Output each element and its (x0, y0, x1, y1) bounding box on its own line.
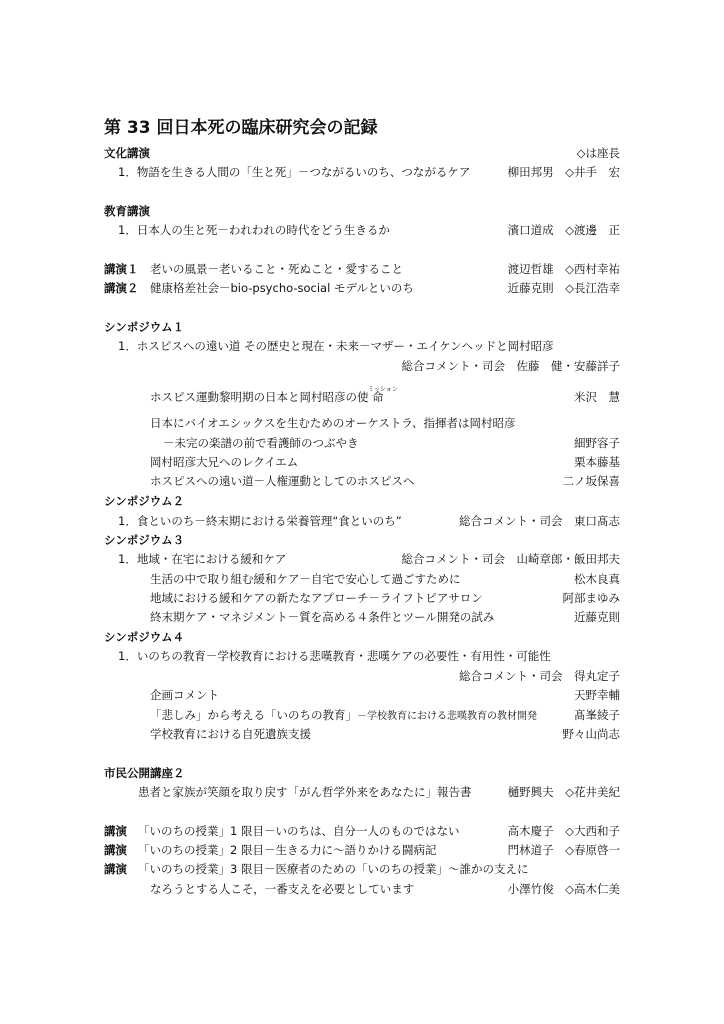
lecture-1-names: 渡辺哲雄 ◇西村幸祐 (507, 262, 620, 276)
lecture-2-label: 講演２ (104, 281, 139, 295)
lecture-1-title: 老いの風景－老いること・死ぬこと・愛すること (150, 262, 403, 276)
sym4-talk-2-subtitle: －学校教育における悲嘆教育の教材開発 (357, 711, 537, 722)
section-heading-sym4: シンポジウム４ (104, 630, 185, 644)
sym3-talk-1-name: 松木良真 (574, 572, 620, 586)
sym4-talk-2 (150, 708, 537, 724)
section-heading-education: 教育講演 (104, 204, 150, 218)
sym1-talk-2-name: 細野容子 (574, 436, 620, 450)
sym2-comment: 総合コメント・司会 東口髙志 (459, 514, 620, 528)
education-item-1: 1．日本人の生と死－われわれの時代をどう生きるか (118, 223, 390, 237)
lecture-2-title: 健康格差社会－bio-psycho-social モデルといのち (150, 281, 414, 295)
sym1-talk-3: 岡村昭彦大兄へのレクイエム (150, 455, 299, 469)
talk-3-label: 講演 (104, 862, 127, 876)
talk-2-names: 門林道子 ◇春原啓一 (507, 843, 620, 857)
talk-3-title: 「いのちの授業」3 限目－医療者のための「いのちの授業」～誰かの支えに (138, 862, 529, 876)
lecture-1-label: 講演１ (104, 262, 139, 276)
page-title: 第 33 回日本死の臨床研究会の記録 (104, 118, 378, 138)
talk-1-title: 「いのちの授業」1 限目－いのちは、自分一人のものではない (138, 824, 460, 838)
sym4-talk-3: 学校教育における自死遺族支援 (150, 727, 311, 741)
sym1-talk-1: ホスピス運動黎明期の日本と岡村昭彦の使 命 (150, 390, 384, 404)
sym3-talk-2-name: 阿部まゆみ (562, 591, 620, 605)
culture-item-1: 1．物語を生きる人間の「生と死」－つながるいのち、つながるケア (118, 165, 471, 179)
public2-talk-1-names: 樋野興夫 ◇花井美紀 (507, 785, 620, 799)
sym3-talk-1: 生活の中で取り組む緩和ケア－自宅で安心して過ごすために (150, 572, 461, 586)
sym4-talk-1: 企画コメント (150, 688, 219, 702)
sym3-item-1: 1．地域・在宅における緩和ケア (118, 552, 287, 566)
sym1-item-1: 1．ホスピスへの遠い道 その歴史と現在・未来－マザー・エイケンヘッドと岡村昭彦 (118, 339, 554, 353)
section-heading-sym3: シンポジウム３ (104, 533, 185, 547)
sym1-comment: 総合コメント・司会 佐藤 健・安藤詳子 (401, 359, 620, 373)
talk-3-names: 小澤竹俊 ◇高木仁美 (507, 882, 620, 896)
sym1-talk-4: ホスピスへの遠い道－人権運動としてのホスピスへ (150, 474, 415, 488)
sym1-talk-1-name: 米沢 慧 (574, 390, 620, 404)
sym4-talk-2-title: 「悲しみ」から考える「いのちの教育」 (150, 708, 357, 722)
talk-1-label: 講演 (104, 824, 127, 838)
talk-1-names: 高木慶子 ◇大西和子 (507, 824, 620, 838)
section-heading-public2: 市民公開講座２ (104, 766, 185, 780)
education-item-1-names: 濱口道成 ◇渡邊 正 (507, 223, 620, 237)
sym3-talk-3-name: 近藤克則 (574, 610, 620, 624)
section-heading-sym1: シンポジウム１ (104, 320, 185, 334)
sym4-talk-3-name: 野々山尚志 (562, 727, 620, 741)
sym1-talk-4-name: 二ノ坂保喜 (562, 474, 620, 488)
chair-note: ◇は座長 (576, 146, 620, 160)
sym3-talk-3: 終末期ケア・マネジメント－質を高める４条件とツール開発の試み (150, 610, 495, 624)
lecture-2-names: 近藤克則 ◇長江浩幸 (507, 281, 620, 295)
sym3-comment: 総合コメント・司会 山崎章郎・飯田邦夫 (401, 552, 620, 566)
sym4-talk-2-name: 髙峯綾子 (574, 708, 620, 722)
sym3-talk-2: 地域における緩和ケアの新たなアプローチ－ライフトピアサロン (150, 591, 483, 605)
sym1-talk-2-sub: －未完の楽譜の前で看護師のつぶやき (163, 436, 359, 450)
section-heading-sym2: シンポジウム２ (104, 494, 185, 508)
sym1-ruby: ミッション (368, 386, 398, 393)
sym1-talk-3-name: 栗本藤基 (574, 455, 620, 469)
sym4-talk-1-name: 天野幸輔 (574, 688, 620, 702)
sym4-comment: 総合コメント・司会 得丸定子 (459, 669, 620, 683)
talk-3-title-cont: なろうとする人こそ，一番支えを必要としています (150, 882, 415, 896)
sym4-item-1: 1．いのちの教育－学校教育における悲嘆教育・悲嘆ケアの必要性・有用性・可能性 (118, 649, 551, 663)
public2-talk-1: 患者と家族が笑顔を取り戻す「がん哲学外来をあなたに」報告書 (138, 785, 472, 799)
culture-item-1-names: 柳田邦男 ◇井手 宏 (507, 165, 620, 179)
talk-2-label: 講演 (104, 843, 127, 857)
sym2-item-1: 1．食といのち－終末期における栄養管理“食といのち” (118, 514, 402, 528)
sym1-talk-2: 日本にバイオエシックスを生むためのオーケストラ、指揮者は岡村昭彦 (150, 416, 516, 430)
talk-2-title: 「いのちの授業」2 限目－生きる力に～語りかける闘病記 (138, 843, 437, 857)
section-heading-culture: 文化講演 (104, 146, 150, 160)
